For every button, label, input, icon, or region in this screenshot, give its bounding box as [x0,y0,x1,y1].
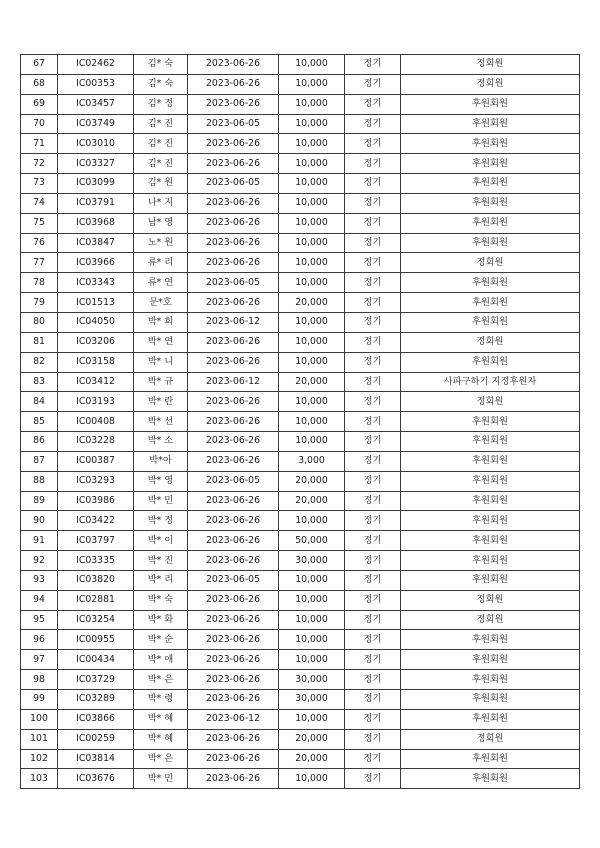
table-row [21,511,580,531]
membership-type-cell: 후원회원 [401,154,580,174]
row-number-cell: 69 [21,94,58,114]
table-row [21,570,580,590]
row-number-cell: 97 [21,650,58,670]
payment-date-cell: 2023-06-26 [188,729,279,749]
member-name-cell: 박* 화 [134,610,188,630]
amount-cell: 30,000 [279,670,345,690]
amount-cell: 10,000 [279,332,345,352]
member-name-cell: 박* 희 [134,312,188,332]
payment-type-cell: 정기 [345,570,401,590]
row-number-cell: 98 [21,670,58,690]
member-id-cell: IC00408 [58,412,134,432]
amount-cell: 10,000 [279,511,345,531]
membership-type-cell: 정회원 [401,610,580,630]
payment-type-cell: 정기 [345,273,401,293]
document-page [20,54,580,789]
member-name-cell: 박* 진 [134,551,188,571]
donor-table-body [21,55,580,789]
payment-date-cell: 2023-06-26 [188,432,279,452]
membership-type-cell: 후원회원 [401,352,580,372]
table-row [21,193,580,213]
amount-cell: 10,000 [279,114,345,134]
member-id-cell: IC00434 [58,650,134,670]
row-number-cell: 100 [21,709,58,729]
payment-type-cell: 정기 [345,392,401,412]
member-name-cell: 박* 혜 [134,729,188,749]
member-id-cell: IC00387 [58,451,134,471]
payment-type-cell: 정기 [345,332,401,352]
payment-type-cell: 정기 [345,749,401,769]
table-row [21,590,580,610]
membership-type-cell: 후원회원 [401,491,580,511]
payment-date-cell: 2023-06-26 [188,769,279,789]
membership-type-cell: 후원회원 [401,432,580,452]
member-name-cell: 박* 정 [134,511,188,531]
row-number-cell: 83 [21,372,58,392]
payment-date-cell: 2023-06-05 [188,174,279,194]
payment-date-cell: 2023-06-26 [188,154,279,174]
amount-cell: 10,000 [279,213,345,233]
member-id-cell: IC01513 [58,293,134,313]
row-number-cell: 101 [21,729,58,749]
row-number-cell: 82 [21,352,58,372]
payment-date-cell: 2023-06-26 [188,650,279,670]
member-id-cell: IC03327 [58,154,134,174]
payment-date-cell: 2023-06-05 [188,471,279,491]
row-number-cell: 68 [21,74,58,94]
membership-type-cell: 정회원 [401,729,580,749]
amount-cell: 3,000 [279,451,345,471]
row-number-cell: 93 [21,570,58,590]
payment-date-cell: 2023-06-26 [188,233,279,253]
membership-type-cell: 후원회원 [401,690,580,710]
member-name-cell: 김* 정 [134,94,188,114]
payment-date-cell: 2023-06-12 [188,312,279,332]
row-number-cell: 78 [21,273,58,293]
table-row [21,312,580,332]
table-row [21,332,580,352]
row-number-cell: 71 [21,134,58,154]
payment-type-cell: 정기 [345,670,401,690]
membership-type-cell: 후원회원 [401,551,580,571]
amount-cell: 20,000 [279,293,345,313]
payment-type-cell: 정기 [345,74,401,94]
payment-date-cell: 2023-06-26 [188,690,279,710]
row-number-cell: 80 [21,312,58,332]
amount-cell: 10,000 [279,233,345,253]
payment-type-cell: 정기 [345,551,401,571]
payment-type-cell: 정기 [345,610,401,630]
member-name-cell: 박* 규 [134,372,188,392]
table-row [21,690,580,710]
payment-type-cell: 정기 [345,451,401,471]
payment-date-cell: 2023-06-26 [188,74,279,94]
payment-date-cell: 2023-06-05 [188,273,279,293]
member-name-cell: 박* 소 [134,432,188,452]
member-name-cell: 박* 은 [134,670,188,690]
table-row [21,769,580,789]
amount-cell: 10,000 [279,769,345,789]
row-number-cell: 73 [21,174,58,194]
member-id-cell: IC03099 [58,174,134,194]
row-number-cell: 81 [21,332,58,352]
table-row [21,531,580,551]
payment-type-cell: 정기 [345,174,401,194]
member-id-cell: IC03847 [58,233,134,253]
amount-cell: 10,000 [279,94,345,114]
member-id-cell: IC00259 [58,729,134,749]
member-name-cell: 문*호 [134,293,188,313]
amount-cell: 10,000 [279,709,345,729]
table-row [21,451,580,471]
payment-date-cell: 2023-06-12 [188,372,279,392]
amount-cell: 10,000 [279,193,345,213]
payment-type-cell: 정기 [345,511,401,531]
amount-cell: 10,000 [279,630,345,650]
payment-date-cell: 2023-06-26 [188,630,279,650]
member-name-cell: 김* 숙 [134,55,188,75]
row-number-cell: 95 [21,610,58,630]
payment-type-cell: 정기 [345,709,401,729]
member-name-cell: 류* 리 [134,253,188,273]
amount-cell: 10,000 [279,590,345,610]
row-number-cell: 87 [21,451,58,471]
payment-type-cell: 정기 [345,134,401,154]
member-name-cell: 박* 민 [134,769,188,789]
member-name-cell: 박* 니 [134,352,188,372]
membership-type-cell: 후원회원 [401,451,580,471]
membership-type-cell: 후원회원 [401,769,580,789]
member-name-cell: 박* 리 [134,570,188,590]
table-row [21,233,580,253]
member-id-cell: IC03820 [58,570,134,590]
member-id-cell: IC03986 [58,491,134,511]
table-row [21,154,580,174]
row-number-cell: 72 [21,154,58,174]
payment-type-cell: 정기 [345,94,401,114]
membership-type-cell: 후원회원 [401,412,580,432]
amount-cell: 30,000 [279,690,345,710]
row-number-cell: 86 [21,432,58,452]
row-number-cell: 70 [21,114,58,134]
membership-type-cell: 후원회원 [401,134,580,154]
payment-type-cell: 정기 [345,491,401,511]
payment-date-cell: 2023-06-26 [188,511,279,531]
row-number-cell: 91 [21,531,58,551]
row-number-cell: 99 [21,690,58,710]
member-id-cell: IC03158 [58,352,134,372]
membership-type-cell: 후원회원 [401,193,580,213]
table-row [21,412,580,432]
member-id-cell: IC03289 [58,690,134,710]
table-row [21,352,580,372]
member-name-cell: 박*아 [134,451,188,471]
membership-type-cell: 후원회원 [401,273,580,293]
payment-date-cell: 2023-06-26 [188,352,279,372]
table-row [21,94,580,114]
table-row [21,709,580,729]
member-id-cell: IC03749 [58,114,134,134]
payment-type-cell: 정기 [345,193,401,213]
payment-date-cell: 2023-06-26 [188,55,279,75]
membership-type-cell: 후원회원 [401,511,580,531]
payment-type-cell: 정기 [345,471,401,491]
member-name-cell: 노* 원 [134,233,188,253]
membership-type-cell: 후원회원 [401,670,580,690]
row-number-cell: 103 [21,769,58,789]
payment-type-cell: 정기 [345,531,401,551]
member-name-cell: 박* 순 [134,630,188,650]
amount-cell: 10,000 [279,412,345,432]
payment-date-cell: 2023-06-26 [188,590,279,610]
membership-type-cell: 후원회원 [401,213,580,233]
payment-type-cell: 정기 [345,650,401,670]
member-id-cell: IC03966 [58,253,134,273]
member-id-cell: IC03814 [58,749,134,769]
table-row [21,650,580,670]
payment-date-cell: 2023-06-26 [188,531,279,551]
table-row [21,114,580,134]
amount-cell: 30,000 [279,551,345,571]
member-id-cell: IC03729 [58,670,134,690]
amount-cell: 10,000 [279,174,345,194]
member-name-cell: 박* 선 [134,412,188,432]
membership-type-cell: 후원회원 [401,709,580,729]
table-row [21,491,580,511]
payment-type-cell: 정기 [345,233,401,253]
member-name-cell: 김* 진 [134,154,188,174]
member-id-cell: IC03797 [58,531,134,551]
amount-cell: 10,000 [279,253,345,273]
member-id-cell: IC04050 [58,312,134,332]
amount-cell: 10,000 [279,610,345,630]
membership-type-cell: 정회원 [401,74,580,94]
payment-date-cell: 2023-06-26 [188,94,279,114]
membership-type-cell: 후원회원 [401,471,580,491]
payment-date-cell: 2023-06-26 [188,134,279,154]
membership-type-cell: 후원회원 [401,174,580,194]
amount-cell: 20,000 [279,749,345,769]
amount-cell: 10,000 [279,55,345,75]
membership-type-cell: 후원회원 [401,570,580,590]
member-id-cell: IC03193 [58,392,134,412]
member-name-cell: 박* 민 [134,491,188,511]
member-id-cell: IC03206 [58,332,134,352]
payment-date-cell: 2023-06-26 [188,412,279,432]
payment-date-cell: 2023-06-26 [188,293,279,313]
membership-type-cell: 후원회원 [401,293,580,313]
member-name-cell: 박* 란 [134,392,188,412]
payment-type-cell: 정기 [345,372,401,392]
row-number-cell: 74 [21,193,58,213]
table-row [21,253,580,273]
payment-type-cell: 정기 [345,769,401,789]
member-name-cell: 박* 연 [134,332,188,352]
member-id-cell: IC00353 [58,74,134,94]
table-row [21,670,580,690]
payment-type-cell: 정기 [345,729,401,749]
amount-cell: 50,000 [279,531,345,551]
member-name-cell: 류* 연 [134,273,188,293]
table-row [21,610,580,630]
membership-type-cell: 후원회원 [401,630,580,650]
payment-type-cell: 정기 [345,312,401,332]
membership-type-cell: 후원회원 [401,312,580,332]
table-row [21,392,580,412]
member-name-cell: 박* 령 [134,690,188,710]
row-number-cell: 84 [21,392,58,412]
amount-cell: 20,000 [279,729,345,749]
table-row [21,174,580,194]
row-number-cell: 85 [21,412,58,432]
payment-type-cell: 정기 [345,55,401,75]
payment-type-cell: 정기 [345,253,401,273]
table-row [21,55,580,75]
member-id-cell: IC03457 [58,94,134,114]
amount-cell: 10,000 [279,392,345,412]
membership-type-cell: 후원회원 [401,114,580,134]
payment-date-cell: 2023-06-05 [188,114,279,134]
row-number-cell: 92 [21,551,58,571]
table-row [21,273,580,293]
payment-date-cell: 2023-06-26 [188,193,279,213]
member-name-cell: 박* 애 [134,650,188,670]
amount-cell: 10,000 [279,273,345,293]
row-number-cell: 76 [21,233,58,253]
member-name-cell: 김* 숙 [134,74,188,94]
payment-type-cell: 정기 [345,213,401,233]
membership-type-cell: 정회원 [401,253,580,273]
payment-date-cell: 2023-06-26 [188,213,279,233]
table-row [21,471,580,491]
amount-cell: 20,000 [279,491,345,511]
row-number-cell: 89 [21,491,58,511]
payment-type-cell: 정기 [345,690,401,710]
amount-cell: 20,000 [279,471,345,491]
payment-date-cell: 2023-06-26 [188,551,279,571]
membership-type-cell: 정회원 [401,392,580,412]
row-number-cell: 96 [21,630,58,650]
amount-cell: 10,000 [279,312,345,332]
payment-type-cell: 정기 [345,293,401,313]
member-id-cell: IC03293 [58,471,134,491]
membership-type-cell: 정회원 [401,332,580,352]
row-number-cell: 88 [21,471,58,491]
row-number-cell: 90 [21,511,58,531]
table-row [21,74,580,94]
payment-date-cell: 2023-06-12 [188,709,279,729]
row-number-cell: 75 [21,213,58,233]
member-name-cell: 박* 은 [134,749,188,769]
amount-cell: 10,000 [279,74,345,94]
payment-type-cell: 정기 [345,412,401,432]
member-id-cell: IC03968 [58,213,134,233]
member-id-cell: IC03254 [58,610,134,630]
payment-date-cell: 2023-06-26 [188,451,279,471]
member-id-cell: IC03791 [58,193,134,213]
member-id-cell: IC03412 [58,372,134,392]
membership-type-cell: 사파구하기 지정후원자 [401,372,580,392]
member-id-cell: IC03866 [58,709,134,729]
table-row [21,372,580,392]
payment-date-cell: 2023-06-26 [188,332,279,352]
member-name-cell: 김* 원 [134,174,188,194]
payment-date-cell: 2023-06-26 [188,670,279,690]
payment-date-cell: 2023-06-26 [188,610,279,630]
amount-cell: 10,000 [279,432,345,452]
membership-type-cell: 후원회원 [401,531,580,551]
payment-type-cell: 정기 [345,432,401,452]
amount-cell: 10,000 [279,134,345,154]
member-name-cell: 박* 이 [134,531,188,551]
member-name-cell: 박* 영 [134,471,188,491]
table-row [21,729,580,749]
payment-date-cell: 2023-06-26 [188,749,279,769]
row-number-cell: 102 [21,749,58,769]
amount-cell: 10,000 [279,650,345,670]
table-row [21,293,580,313]
membership-type-cell: 정회원 [401,55,580,75]
member-id-cell: IC02881 [58,590,134,610]
member-id-cell: IC03010 [58,134,134,154]
member-name-cell: 남* 영 [134,213,188,233]
member-name-cell: 나* 지 [134,193,188,213]
member-id-cell: IC03343 [58,273,134,293]
donor-table [20,54,580,789]
amount-cell: 10,000 [279,352,345,372]
member-name-cell: 박* 숙 [134,590,188,610]
membership-type-cell: 후원회원 [401,749,580,769]
membership-type-cell: 후원회원 [401,233,580,253]
payment-type-cell: 정기 [345,114,401,134]
membership-type-cell: 후원회원 [401,94,580,114]
row-number-cell: 77 [21,253,58,273]
table-row [21,134,580,154]
amount-cell: 20,000 [279,372,345,392]
table-row [21,749,580,769]
member-id-cell: IC02462 [58,55,134,75]
table-row [21,551,580,571]
row-number-cell: 79 [21,293,58,313]
payment-date-cell: 2023-06-26 [188,392,279,412]
member-id-cell: IC03422 [58,511,134,531]
amount-cell: 10,000 [279,570,345,590]
membership-type-cell: 후원회원 [401,650,580,670]
payment-type-cell: 정기 [345,590,401,610]
amount-cell: 10,000 [279,154,345,174]
membership-type-cell: 정회원 [401,590,580,610]
member-id-cell: IC00955 [58,630,134,650]
payment-type-cell: 정기 [345,352,401,372]
row-number-cell: 67 [21,55,58,75]
payment-date-cell: 2023-06-05 [188,570,279,590]
payment-type-cell: 정기 [345,154,401,174]
table-row [21,213,580,233]
member-name-cell: 박* 혜 [134,709,188,729]
member-id-cell: IC03676 [58,769,134,789]
payment-date-cell: 2023-06-26 [188,253,279,273]
payment-date-cell: 2023-06-26 [188,491,279,511]
table-row [21,432,580,452]
payment-type-cell: 정기 [345,630,401,650]
row-number-cell: 94 [21,590,58,610]
member-name-cell: 김* 진 [134,134,188,154]
member-name-cell: 김* 진 [134,114,188,134]
table-row [21,630,580,650]
member-id-cell: IC03335 [58,551,134,571]
member-id-cell: IC03228 [58,432,134,452]
